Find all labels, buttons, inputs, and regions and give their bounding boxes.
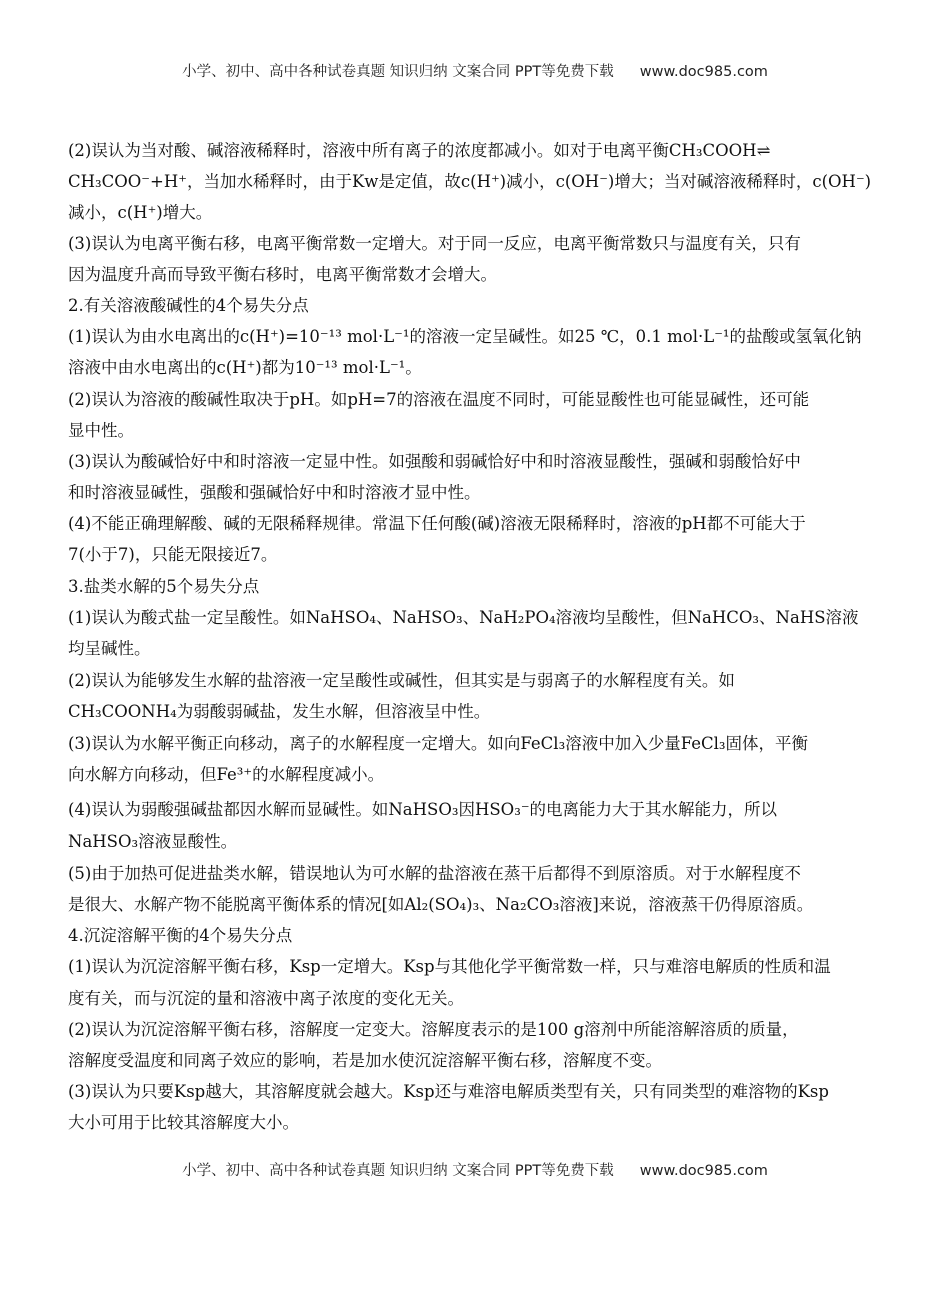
text-line: 溶解度受温度和同离子效应的影响，若是加水使沉淀溶解平衡右移，溶解度不变。 <box>68 1051 662 1070</box>
text-line: (4)不能正确理解酸、碱的无限稀释规律。常温下任何酸(碱)溶液无限稀释时，溶液的pH都不可能大于 <box>68 514 806 533</box>
text-line: (2)误认为能够发生水解的盐溶液一定呈酸性或碱性，但其实是与弱离子的水解程度有关。如 <box>68 671 735 690</box>
text-line: NaHSO₃溶液显酸性。 <box>68 832 238 851</box>
text-line: 是很大、水解产物不能脱离平衡体系的情况[如Al₂(SO₄)₃、Na₂CO₃溶液]来说，溶液蒸干仍得原溶质。 <box>68 895 814 914</box>
text-line: 均呈碱性。 <box>68 639 151 658</box>
text-line: (2)误认为当对酸、碱溶液稀释时，溶液中所有离子的浓度都减小。如对于电离平衡CH₃COOH⇌ <box>68 141 771 160</box>
text-line: (5)由于加热可促进盐类水解，错误地认为可水解的盐溶液在蒸干后都得不到原溶质。对于水解程度不 <box>68 864 801 883</box>
text-line: 向水解方向移动，但Fe³⁺的水解程度减小。 <box>68 765 385 784</box>
footer-text: 小学、初中、高中各种试卷真题 知识归纳 文案合同 PPT等免费下载 <box>182 1163 614 1179</box>
footer-site-link[interactable]: www.doc985.com <box>639 1163 768 1179</box>
page-header <box>0 60 950 81</box>
text-line: (3)误认为酸碱恰好中和时溶液一定显中性。如强酸和弱碱恰好中和时溶液显酸性，强碱和弱酸恰好中 <box>68 452 801 471</box>
text-line: (1)误认为沉淀溶解平衡右移，Ksp一定增大。Ksp与其他化学平衡常数一样，只与难溶电解质的性质和温 <box>68 957 831 976</box>
text-line: (1)误认为由水电离出的c(H⁺)=10⁻¹³ mol·L⁻¹的溶液一定呈碱性。如25 ℃，0.1 mol·L⁻¹的盐酸或氢氧化钠 <box>68 327 862 346</box>
text-line: 7(小于7)，只能无限接近7。 <box>68 545 278 564</box>
text-line: (4)误认为弱酸强碱盐都因水解而显碱性。如NaHSO₃因HSO₃⁻的电离能力大于其水解能力，所以 <box>68 800 778 819</box>
section-heading: 2.有关溶液酸碱性的4个易失分点 <box>68 296 309 315</box>
text-line: CH₃COONH₄为弱酸弱碱盐，发生水解，但溶液呈中性。 <box>68 702 491 721</box>
section-heading: 4.沉淀溶解平衡的4个易失分点 <box>68 926 293 945</box>
text-line: 和时溶液显碱性，强酸和强碱恰好中和时溶液才显中性。 <box>68 483 481 502</box>
text-line: 溶液中由水电离出的c(H⁺)都为10⁻¹³ mol·L⁻¹。 <box>68 358 422 377</box>
text-line: (2)误认为沉淀溶解平衡右移，溶解度一定变大。溶解度表示的是100 g溶剂中所能溶解溶质的质量， <box>68 1020 799 1039</box>
text-line: 显中性。 <box>68 421 134 440</box>
text-line: (2)误认为溶液的酸碱性取决于pH。如pH=7的溶液在温度不同时，可能显酸性也可能显碱性，还可能 <box>68 390 810 409</box>
text-line: (3)误认为电离平衡右移，电离平衡常数一定增大。对于同一反应，电离平衡常数只与温度有关，只有 <box>68 234 801 253</box>
text-line: 因为温度升高而导致平衡右移时，电离平衡常数才会增大。 <box>68 265 497 284</box>
text-line: (3)误认为只要Ksp越大，其溶解度就会越大。Ksp还与难溶电解质类型有关，只有同类型的难溶物的Ksp <box>68 1082 829 1101</box>
text-line: 减小，c(H⁺)增大。 <box>68 203 213 222</box>
text-line: 度有关，而与沉淀的量和溶液中离子浓度的变化无关。 <box>68 989 464 1008</box>
header-site-link[interactable]: www.doc985.com <box>639 64 768 80</box>
section-heading: 3.盐类水解的5个易失分点 <box>68 577 260 596</box>
page-footer <box>0 1159 950 1180</box>
text-line: (1)误认为酸式盐一定呈酸性。如NaHSO₄、NaHSO₃、NaH₂PO₄溶液均呈酸性，但NaHCO₃、NaHS溶液 <box>68 608 859 627</box>
header-text: 小学、初中、高中各种试卷真题 知识归纳 文案合同 PPT等免费下载 <box>182 64 614 80</box>
text-line: CH₃COO⁻+H⁺，当加水稀释时，由于Kw是定值，故c(H⁺)减小，c(OH⁻)增大；当对碱溶液稀释时，c(OH⁻) <box>68 172 872 191</box>
text-line: (3)误认为水解平衡正向移动，离子的水解程度一定增大。如向FeCl₃溶液中加入少量FeCl₃固体，平衡 <box>68 734 809 753</box>
text-line: 大小可用于比较其溶解度大小。 <box>68 1113 299 1132</box>
